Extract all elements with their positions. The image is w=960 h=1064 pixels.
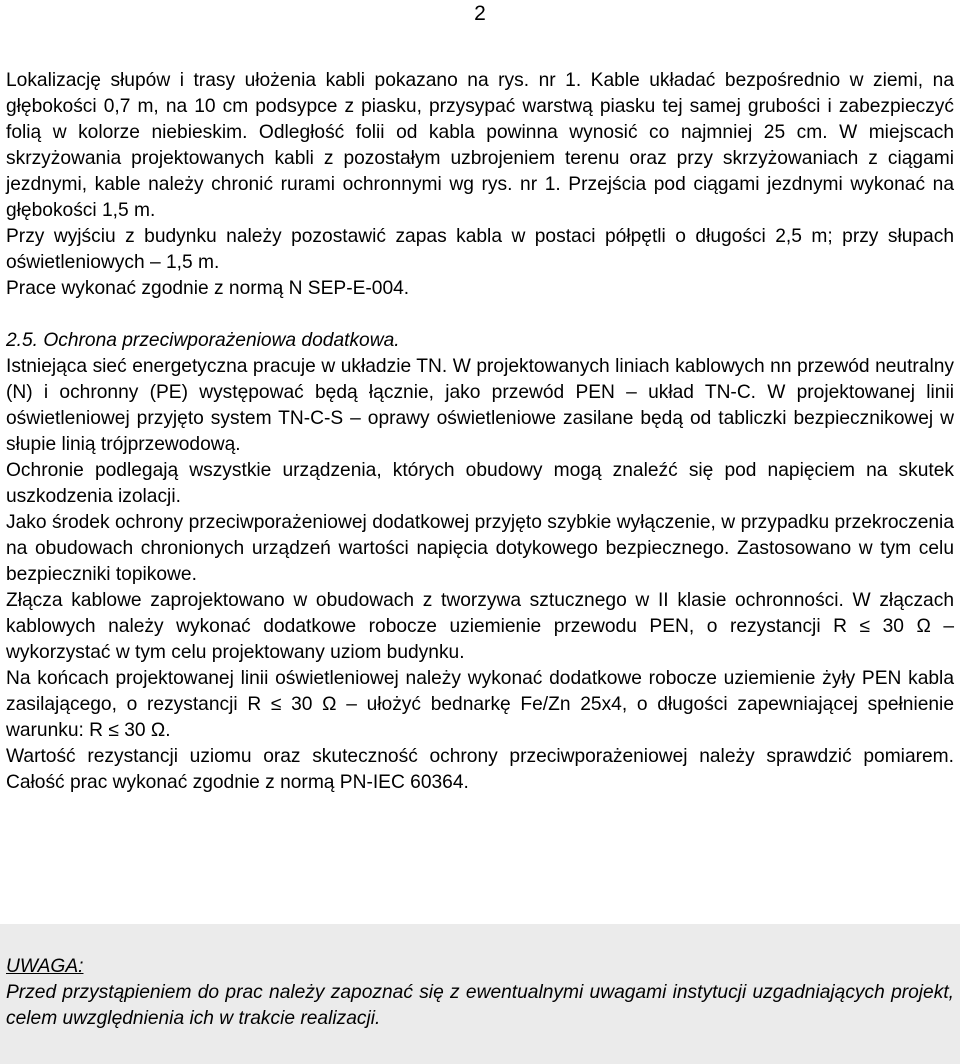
network-system-paragraph: Istniejąca sieć energetyczna pracuje w układzie TN. W projektowanych liniach kablowych nn przewód neutralny (N) i ochronny (PE) występować będą łącznie, jako przewód PEN – układ TN-C. W projektowanej linii oświetleniowej przyjęto system TN-C-S – oprawy oświetleniowe zasilane będą od tabliczki bezpiecznikowej w słupie linią trójprzewodową. xyxy=(6,356,954,455)
page-number: 2 xyxy=(474,2,486,25)
section-heading: 2.5. Ochrona przeciwporażeniowa dodatkowa. xyxy=(6,330,400,351)
standard-reference-paragraph: Prace wykonać zgodnie z normą N SEP-E-004. xyxy=(6,278,410,299)
note-text: Przed przystąpieniem do prac należy zapoznać się z ewentualnymi uwagami instytucji uzgadniających projekt, celem uwzględnienia ich w trakcie realizacji. xyxy=(6,982,954,1029)
cable-reserve-paragraph: Przy wyjściu z budynku należy pozostawić zapas kabla w postaci półpętli o długości 2,5 m; przy słupach oświetleniowych – 1,5 m. xyxy=(6,226,954,273)
document-body xyxy=(6,68,954,796)
note-box xyxy=(0,924,960,1064)
line-end-grounding-paragraph: Na końcach projektowanej linii oświetleniowej należy wykonać dodatkowe robocze uziemienie żyły PEN kabla zasilającego, o rezystancji R ≤ 30 Ω – ułożyć bednarkę Fe/Zn 25x4, o długości zapewniającej spełnienie warunku: R ≤ 30 Ω. xyxy=(6,668,954,741)
note-title: UWAGA: xyxy=(6,956,84,977)
protection-measure-paragraph: Jako środek ochrony przeciwporażeniowej dodatkowej przyjęto szybkie wyłączenie, w przypadku przekroczenia na obudowach chronionych urządzeń wartości napięcia dotykowego bezpiecznego. Zastosowano w tym celu bezpieczniki topikowe. xyxy=(6,512,954,585)
protected-devices-paragraph: Ochronie podlegają wszystkie urządzenia, których obudowy mogą znaleźć się pod napięciem na skutek uszkodzenia izolacji. xyxy=(6,460,954,507)
cable-joints-paragraph: Złącza kablowe zaprojektowano w obudowach z tworzywa sztucznego w II klasie ochronności. W złączach kablowych należy wykonać dodatkowe robocze uziemienie przewodu PEN, o rezystancji R ≤ 30 Ω – wykorzystać w tym celu projektowany uziom budynku. xyxy=(6,590,954,663)
cable-routing-paragraph: Lokalizację słupów i trasy ułożenia kabli pokazano na rys. nr 1. Kable układać bezpośrednio w ziemi, na głębokości 0,7 m, na 10 cm podsypce z piasku, przysypać warstwą piasku tej samej grubości i zabezpieczyć folią w kolorze niebieskim. Odległość folii od kabla powinna wynosić co najmniej 25 cm. W miejscach skrzyżowania projektowanych kabli z pozostałym uzbrojeniem terenu oraz przy skrzyżowaniach z ciągami jezdnymi, kable należy chronić rurami ochronnymi wg rys. nr 1. Przejścia pod ciągami jezdnymi wykonać na głębokości 1,5 m. xyxy=(6,70,954,221)
measurement-paragraph: Wartość rezystancji uziomu oraz skuteczność ochrony przeciwporażeniowej należy sprawdzić pomiarem. Całość prac wykonać zgodnie z normą PN-IEC 60364. xyxy=(6,746,954,793)
